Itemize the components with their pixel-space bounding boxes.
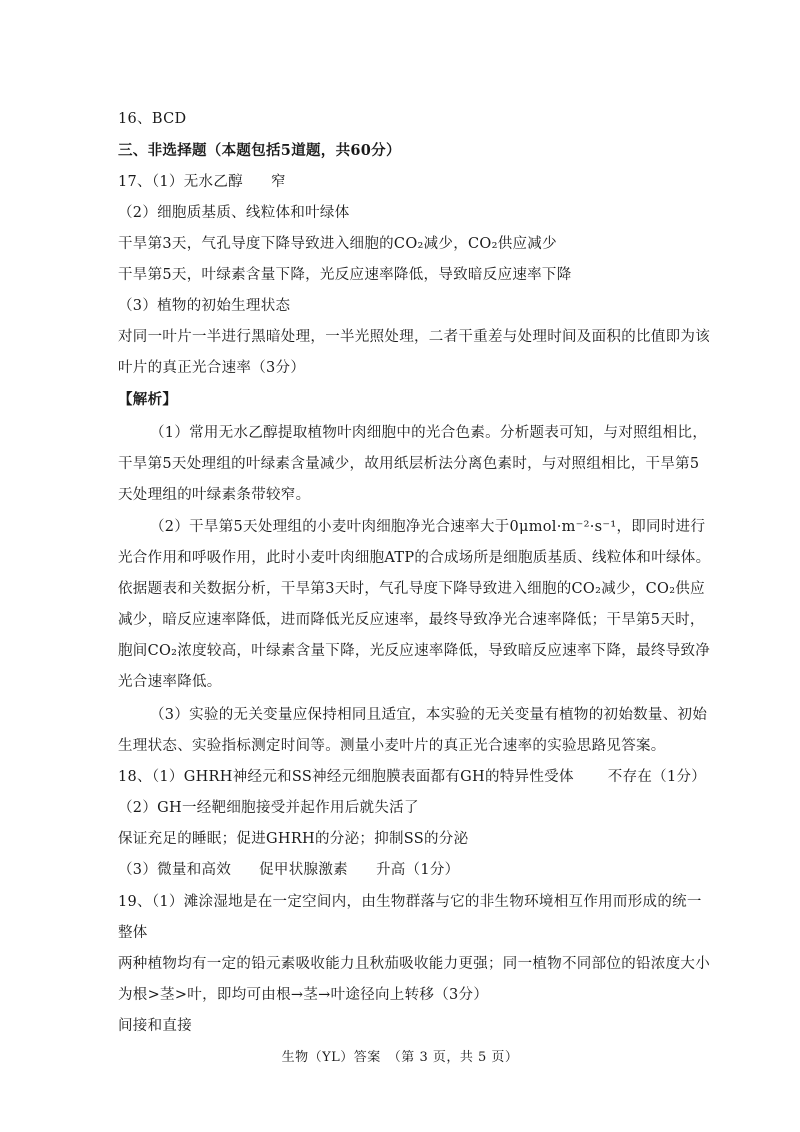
- answer-18-1-b: 不存在（1分）: [607, 769, 707, 785]
- answer-17-2-line2: 干旱第3天，气孔导度下降导致进入细胞的CO₂减少，CO₂供应减少: [118, 236, 557, 252]
- answer-18-2: （2）GH一经靶细胞接受并起作用后就失活了: [118, 800, 419, 816]
- section-heading: 三、非选择题（本题包括5道题，共60分）: [118, 142, 401, 159]
- answer-17-2: （2）细胞质基质、线粒体和叶绿体: [118, 205, 350, 221]
- answer-18-3-c: 升高（1分）: [375, 862, 460, 878]
- analysis-2-line3: 依据题表和关数据分析，干旱第3天时，气孔导度下降导致进入细胞的CO₂减少，CO₂供应: [118, 581, 705, 597]
- answer-18-3-b: 促甲状腺激素: [259, 862, 348, 878]
- answer-19-3: 间接和直接: [118, 1018, 192, 1034]
- answer-17-3: （3）植物的初始生理状态: [118, 298, 291, 314]
- analysis-3: （3）实验的无关变量应保持相同且适宜，本实验的无关变量有植物的初始数量、初始: [150, 707, 708, 723]
- answer-17-1-a: 17、（1）无水乙醇: [118, 174, 243, 190]
- answer-19-1-line2: 整体: [118, 925, 148, 941]
- answer-17-3-line3: 叶片的真正光合速率（3分）: [118, 360, 306, 376]
- answer-17-1-b: 窄: [270, 174, 286, 190]
- answer-18-2-line2: 保证充足的睡眠；促进GHRH的分泌；抑制SS的分泌: [118, 831, 469, 847]
- analysis-1-line2: 干旱第5天处理组的叶绿素含量减少，故用纸层析法分离色素时，与对照组相比，干旱第5: [118, 456, 700, 472]
- analysis-2-line6: 光合速率降低。: [118, 674, 222, 690]
- analysis-heading: 【解析】: [118, 391, 178, 408]
- analysis-2-line2: 光合作用和呼吸作用，此时小麦叶肉细胞ATP的合成场所是细胞质基质、线粒体和叶绿体。: [118, 550, 711, 566]
- answer-18-1-a: 18、（1）GHRH神经元和SS神经元细胞膜表面都有GH的特异性受体: [118, 769, 574, 785]
- analysis-2: （2）干旱第5天处理组的小麦叶肉细胞净光合速率大于0μmol·m⁻²·s⁻¹，即同时进行: [150, 519, 706, 535]
- answer-17-2-line3: 干旱第5天，叶绿素含量下降，光反应速率降低，导致暗反应速率下降: [118, 267, 572, 283]
- answer-18-1: [118, 765, 706, 786]
- analysis-2-line4: 减少，暗反应速率降低，进而降低光反应速率，最终导致净光合速率降低；干旱第5天时，: [118, 612, 705, 628]
- analysis-3-line2: 生理状态、实验指标测定时间等。测量小麦叶片的真正光合速率的实验思路见答案。: [118, 738, 666, 754]
- answer-16: 16、BCD: [118, 111, 187, 127]
- answer-17-3-line2: 对同一叶片一半进行黑暗处理，一半光照处理，二者干重差与处理时间及面积的比值即为该: [118, 329, 710, 345]
- analysis-1: （1）常用无水乙醇提取植物叶肉细胞中的光合色素。分析题表可知，与对照组相比，: [150, 425, 708, 441]
- analysis-2-line5: 胞间CO₂浓度较高，叶绿素含量下降，光反应速率降低，导致暗反应速率下降，最终导致净: [118, 643, 711, 659]
- answer-19-1: 19、（1）滩涂湿地是在一定空间内，由生物群落与它的非生物环境相互作用而形成的统一: [118, 894, 702, 910]
- answer-18-3-a: （3）微量和高效: [118, 862, 232, 878]
- answer-19-2-line2: 为根>茎>叶，即均可由根→茎→叶途径向上转移（3分）: [118, 987, 489, 1003]
- page-footer: 生物（YL）答案 （第 3 页，共 5 页）: [281, 1050, 519, 1065]
- analysis-1-line3: 天处理组的叶绿素条带较窄。: [118, 487, 311, 503]
- answer-19-2: 两种植物均有一定的铅元素吸收能力且秋茄吸收能力更强；同一植物不同部位的铅浓度大小: [118, 956, 710, 972]
- answer-17-1: [118, 170, 286, 191]
- answer-18-3: [118, 858, 459, 879]
